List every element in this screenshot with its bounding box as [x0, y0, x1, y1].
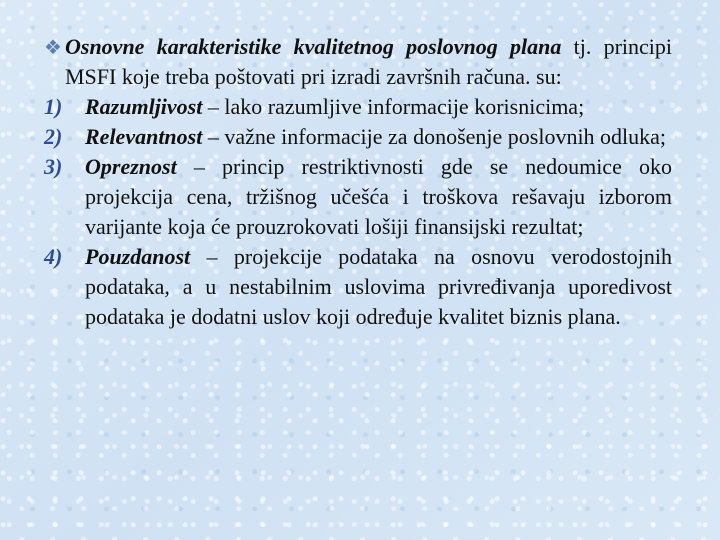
list-item — [44, 122, 672, 152]
item-description: – projekcije podataka na osnovu verodostojnih podataka, a u nestabilnim uslovima privređivanja uporedivost podataka je dodatni uslov koji određuje kvalitet biznis plana. — [85, 244, 672, 329]
diamond-bullet-icon: ❖ — [44, 35, 62, 59]
item-term: Pouzdanost — [85, 244, 191, 269]
item-number: 2) — [44, 124, 63, 149]
item-term: Razumljivost — [85, 94, 203, 119]
intro-lead: Osnovne karakteristike kvalitetnog poslovnog plana — [65, 34, 562, 59]
list-item — [44, 152, 672, 242]
item-description: – princip restriktivnosti gde se nedoumice oko projekcija cena, tržišnog učešća i troškova rešavaju izborom varijante koja će prouzrokovati lošiji finansijski rezultat; — [85, 154, 672, 239]
list-item — [44, 92, 672, 122]
item-term: Relevantnost — [85, 124, 203, 149]
list-item — [44, 242, 672, 332]
item-number: 4) — [44, 244, 63, 269]
intro-rest: tj. principi MSFI koje treba poštovati pri izradi završnih računa. su: — [65, 34, 672, 89]
intro-paragraph — [44, 32, 672, 92]
item-number: 3) — [44, 154, 63, 179]
item-number: 1) — [44, 94, 63, 119]
item-description: – važne informacije za donošenje poslovnih odluka; — [202, 124, 667, 149]
item-description: – lako razumljive informacije korisnicima; — [202, 94, 585, 119]
slide-text-block — [44, 32, 672, 332]
item-term: Opreznost — [85, 154, 177, 179]
